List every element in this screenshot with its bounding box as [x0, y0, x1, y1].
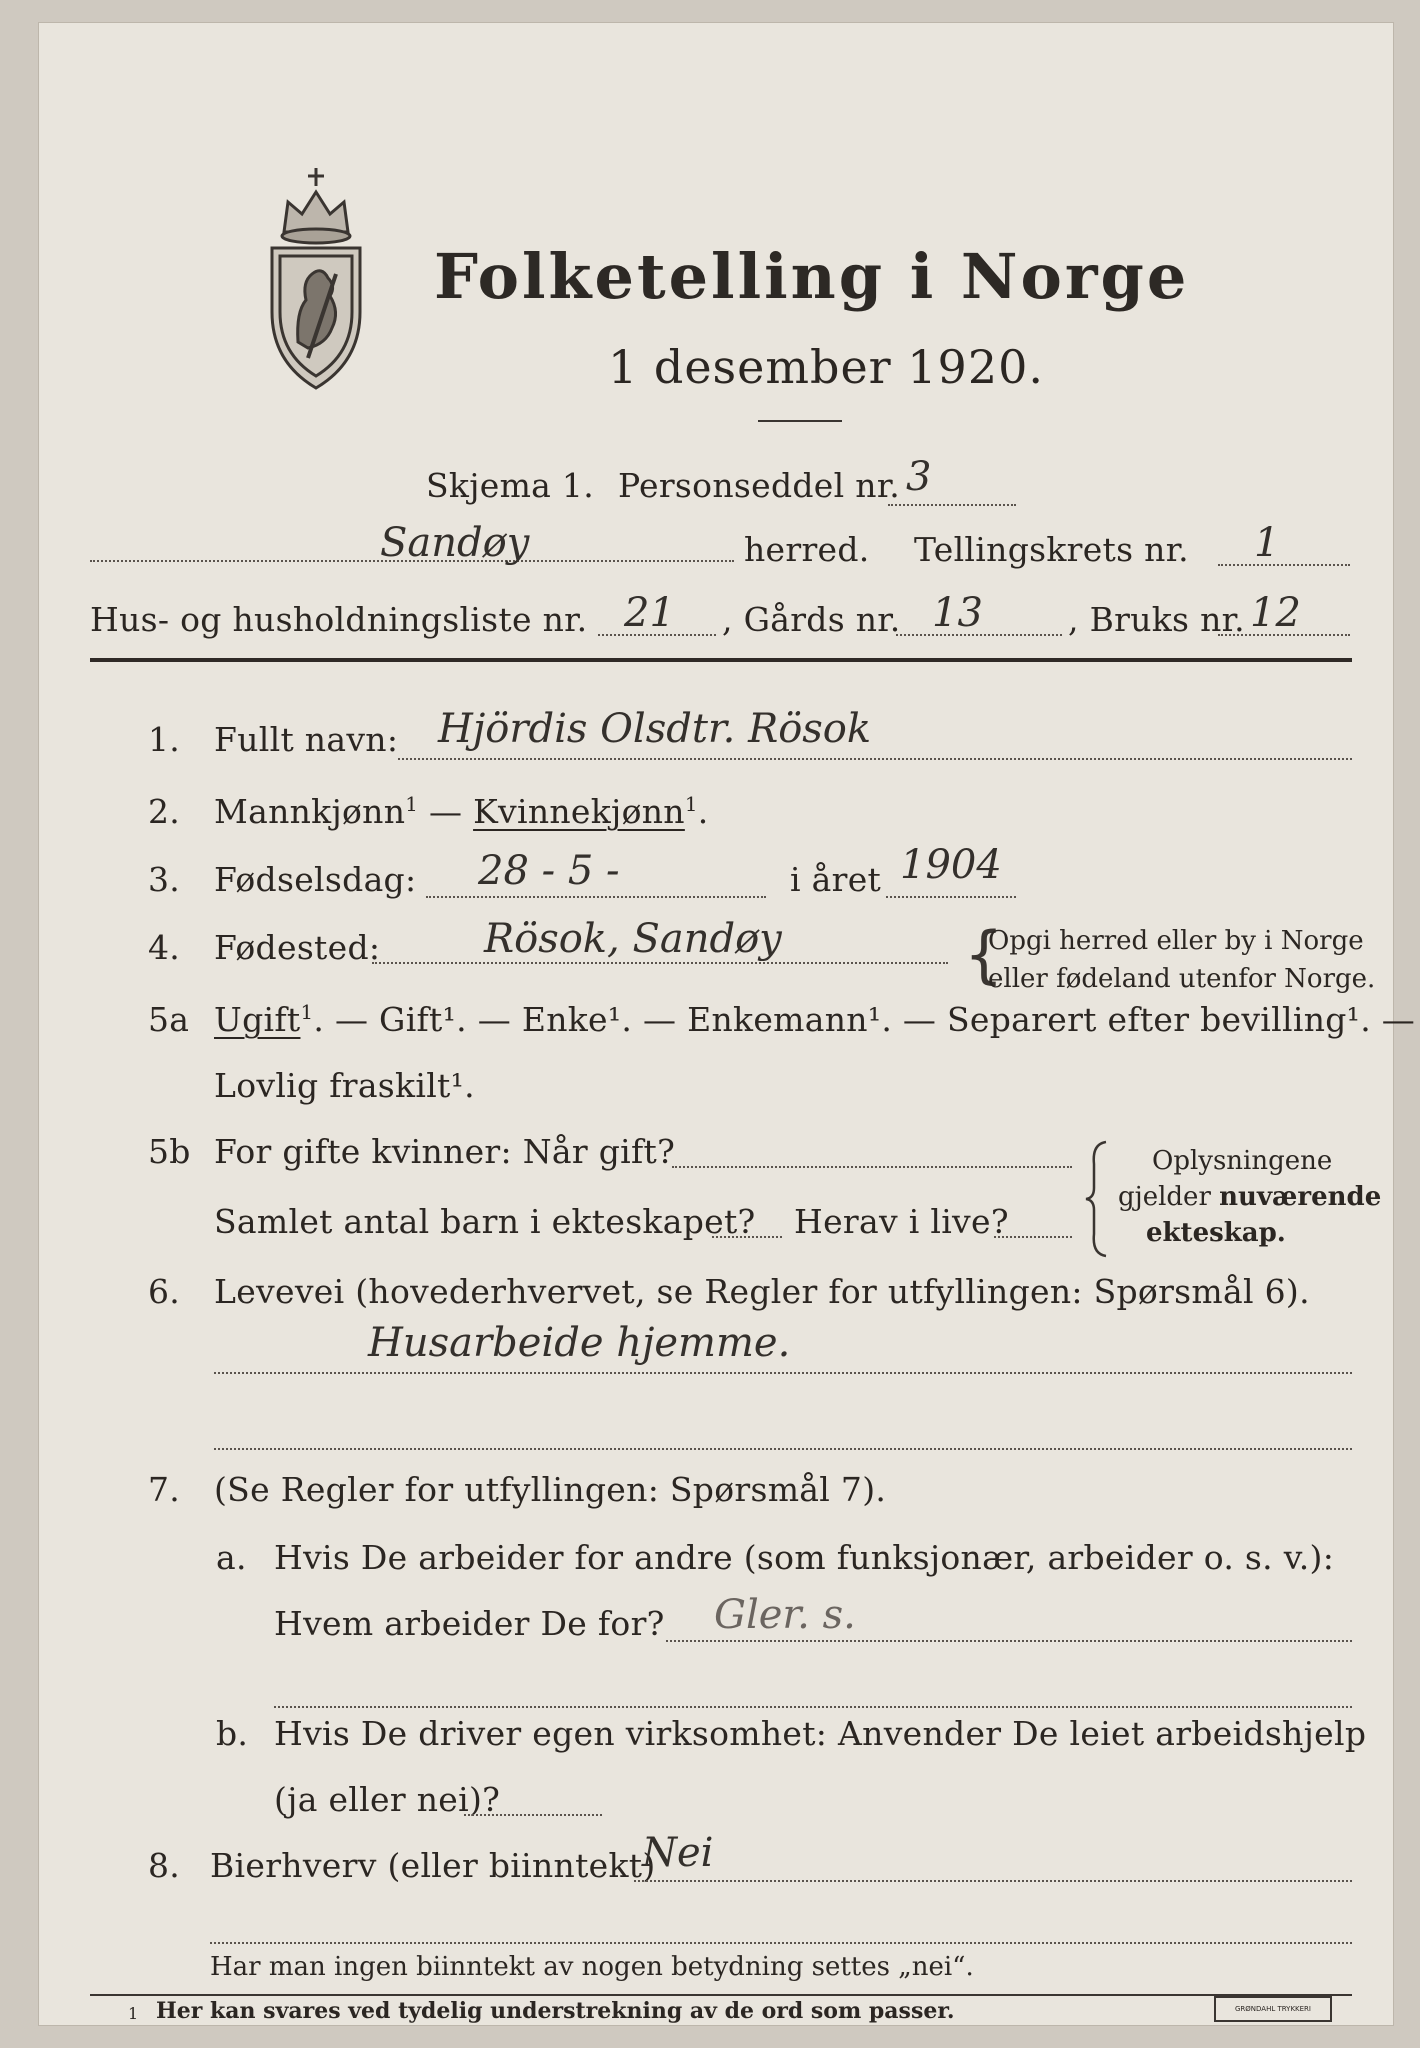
- birthplace-value[interactable]: Rösok, Sandøy: [484, 916, 782, 962]
- q7-label: (Se Regler for utfyllingen: Spørsmål 7).: [214, 1470, 887, 1509]
- q1-label: Fullt navn:: [214, 720, 399, 759]
- q5b-line1: For gifte kvinner: Når gift?: [214, 1132, 676, 1171]
- census-form: [38, 22, 1416, 2026]
- gender-male[interactable]: Mannkjønn: [214, 792, 406, 831]
- q4-note-1: Opgi herred eller by i Norge: [988, 926, 1364, 956]
- q5b-note-3: ekteskap.: [1146, 1218, 1286, 1248]
- footnote-number: 1: [128, 2004, 139, 2023]
- q3-year-label: i året: [790, 860, 882, 899]
- gender-female-selected[interactable]: Kvinnekjønn: [473, 792, 685, 831]
- q7a-line1: Hvis De arbeider for andre (som funksjonær, arbeider o. s. v.):: [274, 1538, 1335, 1577]
- footnote-rule: [90, 1994, 1352, 1996]
- q4-label: Fødested:: [214, 928, 381, 967]
- civil-status-line2: Lovlig fraskilt¹.: [214, 1066, 475, 1105]
- herred-label: herred.: [744, 530, 870, 569]
- q7a-line2: Hvem arbeider De for?: [274, 1604, 665, 1643]
- printer-stamp: GRØNDAHL TRYKKERI: [1214, 1996, 1332, 2022]
- q7b-number: b.: [216, 1714, 249, 1753]
- side-income-value[interactable]: Nei: [642, 1830, 714, 1876]
- q7-number: 7.: [148, 1470, 181, 1509]
- herred-value[interactable]: Sandøy: [380, 520, 530, 566]
- personseddel-value[interactable]: 3: [906, 454, 932, 500]
- q7a-number: a.: [216, 1538, 247, 1577]
- q5b-line2: Samlet antal barn i ekteskapet?: [214, 1202, 756, 1241]
- q6-label: Levevei (hovederhvervet, se Regler for utfyllingen: Spørsmål 6).: [214, 1272, 1310, 1311]
- gards-label: , Gårds nr.: [722, 600, 901, 639]
- hus-value[interactable]: 21: [624, 590, 675, 636]
- hus-label: Hus- og husholdningsliste nr.: [90, 600, 588, 639]
- birth-date-value[interactable]: 28 - 5 -: [478, 848, 620, 894]
- header-rule: [90, 658, 1352, 662]
- q7b-line1: Hvis De driver egen virksomhet: Anvender De leiet arbeidshjelp: [274, 1714, 1367, 1753]
- q5b-herav: Herav i live?: [794, 1202, 1009, 1241]
- tellingskrets-label: Tellingskrets nr.: [914, 530, 1189, 569]
- employer-value[interactable]: Gler. s.: [714, 1592, 856, 1638]
- bruks-label: , Bruks nr.: [1068, 600, 1245, 639]
- form-title: Folketelling i Norge: [434, 240, 1190, 313]
- bruks-value[interactable]: 12: [1250, 590, 1301, 636]
- occupation-value[interactable]: Husarbeide hjemme.: [368, 1320, 791, 1366]
- civil-status-options: Ugift$^1$. — Gift¹. — Enke¹. — Enkemann¹. — Separert efter bevilling¹. —: [214, 1000, 1416, 1039]
- q3-label: Fødselsdag:: [214, 860, 417, 899]
- q8-number: 8.: [148, 1846, 181, 1885]
- q8-note: Har man ingen biinntekt av nogen betydning settes „nei“.: [210, 1952, 974, 1982]
- title-divider: [758, 420, 842, 422]
- gards-value[interactable]: 13: [932, 590, 983, 636]
- q2-number: 2.: [148, 792, 181, 831]
- personseddel-label: Personseddel nr.: [618, 466, 901, 505]
- skjema-label: Skjema 1.: [426, 466, 595, 505]
- q4-note-2: eller fødeland utenfor Norge.: [988, 964, 1376, 994]
- q3-number: 3.: [148, 860, 181, 899]
- full-name-value[interactable]: Hjördis Olsdtr. Rösok: [438, 706, 872, 752]
- q1-number: 1.: [148, 720, 181, 759]
- q6-number: 6.: [148, 1272, 181, 1311]
- tellingskrets-value[interactable]: 1: [1254, 520, 1280, 566]
- gender-options: Mannkjønn$^1$ — Kvinnekjønn$^1$.: [214, 792, 709, 831]
- birth-year-value[interactable]: 1904: [900, 842, 1002, 888]
- footnote-text: Her kan svares ved tydelig understrekning av de ord som passer.: [156, 1998, 955, 2024]
- q5b-note-2: gjelder nuværende: [1118, 1182, 1382, 1212]
- civil-status-ugift-selected[interactable]: Ugift: [214, 1000, 301, 1039]
- q4-brace: {: [964, 918, 1004, 991]
- q4-number: 4.: [148, 928, 181, 967]
- q5b-brace: [1084, 1140, 1110, 1258]
- census-date: 1 desember 1920.: [608, 340, 1044, 394]
- coat-of-arms-icon: [262, 162, 370, 392]
- q5a-number: 5a: [148, 1000, 190, 1039]
- q7b-line2: (ja eller nei)?: [274, 1780, 501, 1819]
- q8-label: Bierhverv (eller biinntekt): [210, 1846, 656, 1885]
- q5b-note-1: Oplysningene: [1152, 1146, 1333, 1176]
- q5b-number: 5b: [148, 1132, 191, 1171]
